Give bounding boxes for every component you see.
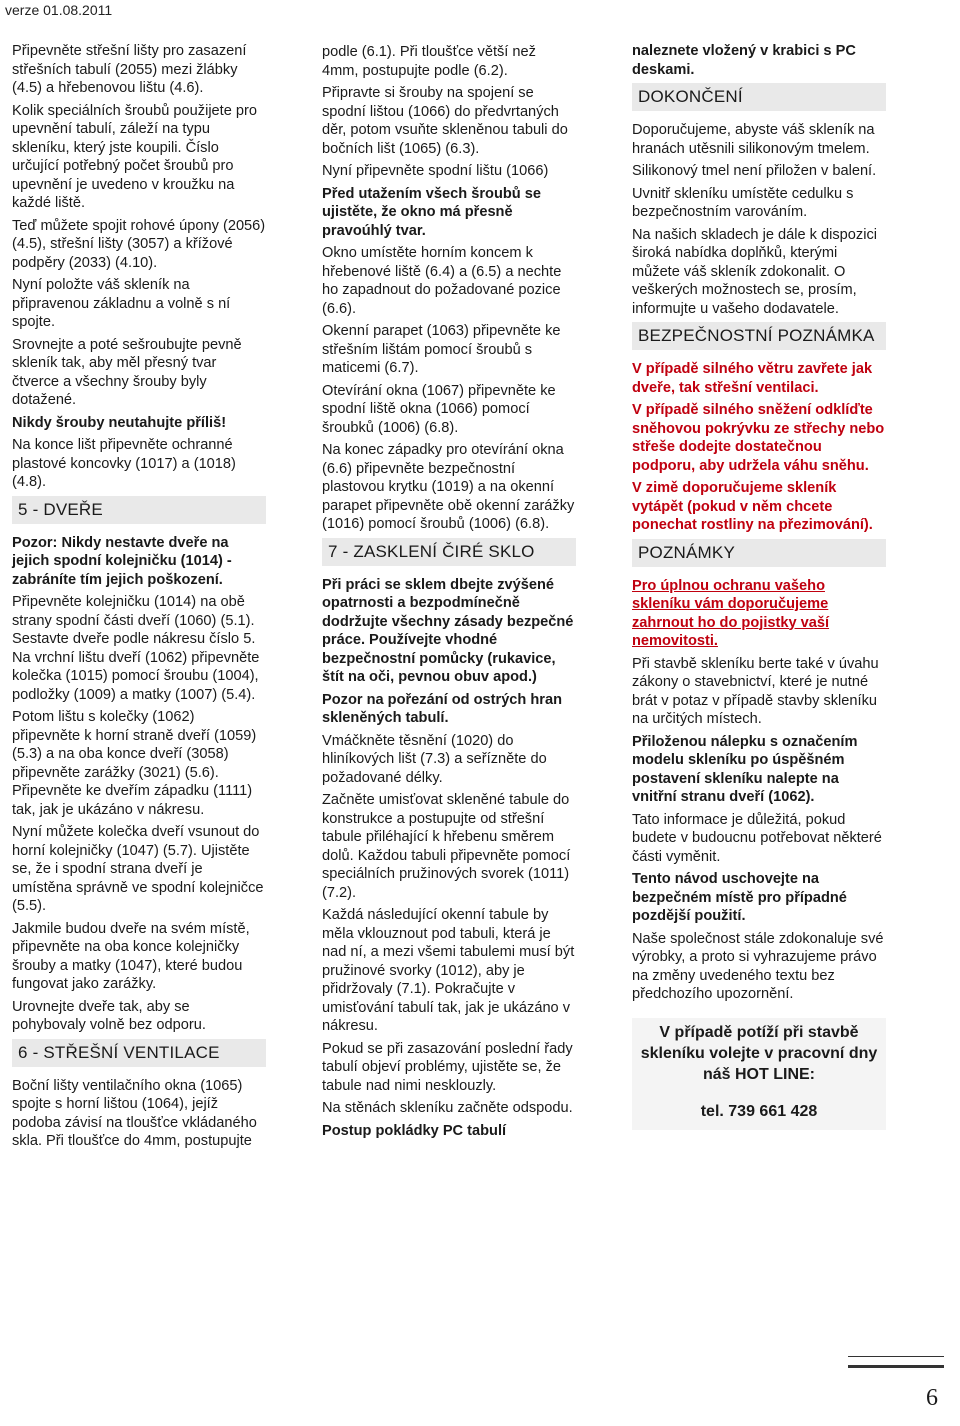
paragraph: Okenní parapet (1063) připevněte ke střešním lištám pomocí šroubů s maticemi (6.7). — [322, 323, 561, 376]
hotline-phone: tel. 739 661 428 — [700, 1102, 818, 1120]
paragraph: Tato informace je důležitá, pokud budete v budoucnu potřebovat některé části vyměnit. — [632, 811, 882, 865]
paragraph: Na konec západky pro otevírání okna (6.6) připevněte bezpečnostní plastovou krytku (1019) a na okenní parapet připevněte obě okenní zarážky (1016) pomocí šroubů (1006) (6.8). — [322, 442, 575, 532]
paragraph: Potom lištu s kolečky (1062) připevněte k horní straně dveří (1059) (5.3) a na oba konce dveří (3058) připevněte zarážky (3021) (5.6). Připevněte ke dveřím západku (1111) tak, jak je ukázáno v nákresu. — [12, 709, 257, 818]
warning-paragraph: V zimě doporučujeme skleník vytápět (pokud v něm chcete ponechat rostliny na přezimování). — [632, 480, 873, 533]
paragraph: Uvnitř skleníku umístěte cedulku s bezpečnostním varováním. — [632, 185, 854, 220]
version-label: verze 01.08.2011 — [5, 2, 113, 18]
warning-paragraph: V případě silného větru zavřete jak dveře, tak střešní ventilaci. — [632, 361, 873, 396]
paragraph: Přiloženou nálepku s označením modelu skleníku po úspěšném postavení skleníku nalepte na vnitřní stranu dveří (1062). — [632, 733, 858, 805]
paragraph: Tento návod uschovejte na bezpečném místě pro případné pozdější použití. — [632, 871, 847, 924]
page-number: 6 — [926, 1385, 938, 1411]
paragraph: Začněte umisťovat skleněné tabule do konstrukce a postupujte od střešní tabule přiléhající k hřebenu směrem dolů. Každou tabuli připevněte pomocí speciálních pružinových svorek (1011) (7.2). — [322, 792, 571, 901]
paragraph: Při stavbě skleníku berte také v úvahu zákony o stavebnictví, které je nutné brát v potaz v případě stavby skleníku na určitých místech. — [632, 655, 879, 727]
paragraph: Nyní položte váš skleník na připravenou základnu a volně s ní spojte. — [12, 277, 231, 330]
paragraph: Otevírání okna (1067) připevněte ke spodní liště okna (1066) pomocí šroubků (1006) (6.8). — [322, 382, 556, 436]
paragraph: Pozor na pořezání od ostrých hran skleněných tabulí. — [322, 691, 563, 726]
paragraph: Boční lišty ventilačního okna (1065) spojte s horní lištou (1064), jejíž podoba závisí na tloušťce vkládaného skla. Při tloušťce do 4mm, postupujte — [12, 1077, 257, 1149]
paragraph: Pokud se při zasazování poslední řady tabulí objeví problémy, ujistěte se, že tabule nad nimi nesklouzly. — [322, 1040, 573, 1094]
paragraph: Před utažením všech šroubů se ujistěte, že okno má přesně pravoúhlý tvar. — [322, 185, 541, 239]
column-3-body — [632, 42, 886, 1004]
paragraph: podle (6.1). Při tloušťce větší než 4mm, postupujte podle (6.2). — [322, 44, 536, 79]
hotline-text: V případě potíží při stavbě skleníku volejte v pracovní dny náš HOT LINE: — [640, 1023, 878, 1083]
paragraph: Při práci se sklem dbejte zvýšené opatrnosti a bezpodmínečně dodržujte všechny zásady bezpečné práce. Používejte vhodné bezpečnostní pomůcky (rukavice, štít na oči, pevnou obuv apod.) — [322, 576, 574, 685]
paragraph: Okno umístěte horním koncem k hřebenové liště (6.4) a (6.5) a nechte ho zapadnout do požadované pozice (6.6). — [322, 245, 562, 317]
paragraph: Postup pokládky PC tabulí — [322, 1122, 507, 1139]
hotline-notice — [632, 1018, 886, 1130]
section-heading: BEZPEČNOSTNÍ POZNÁMKA — [632, 322, 886, 350]
section-heading: DOKONČENÍ — [632, 83, 886, 111]
paragraph: Na konce lišt připevněte ochranné plastové koncovky (1017) a (1018) (4.8). — [12, 437, 236, 490]
paragraph: Připevněte kolejničku (1014) na obě strany spodní části dveří (1060) (5.1). Sestavte dveře podle nákresu číslo 5. Na vrchní lištu dveří (1062) připevněte kolečka (1015) pomocí šroubu (1004), podložky (1009) a matky (1007) (5.4). — [12, 594, 260, 703]
column-2 — [322, 43, 576, 1144]
column-3 — [632, 42, 886, 1130]
paragraph: Pozor: Nikdy nestavte dveře na jejich spodní kolejničku (1014) - zabráníte tím jejich poškození. — [12, 534, 232, 588]
paragraph: Nyní můžete kolečka dveří vsunout do horní kolejničky (1047) (5.7). Ujistěte se, že i spodní strana dveří je umístěna správně ve spodní kolejničce (5.5). — [12, 824, 264, 914]
column-1 — [12, 42, 266, 1155]
section-heading: 6 - STŘEŠNÍ VENTILACE — [12, 1039, 266, 1067]
paragraph: Kolik speciálních šroubů použijete pro upevnění tabulí, záleží na typu skleníku, který jste koupili. Číslo určující potřebný počet šroubů pro upevnění je uvedeno v kroužku na každé liště. — [12, 102, 257, 211]
warning-paragraph: Pro úplnou ochranu vašeho skleníku vám doporučujeme zahrnout ho do pojistky vaší nemovitosti. — [632, 577, 830, 649]
section-heading: POZNÁMKY — [632, 539, 886, 567]
paragraph: Teď můžete spojit rohové úpony (2056) (4.5), střešní lišty (3057) a křížové podpěry (2033) (4.10). — [12, 217, 266, 271]
paragraph: Na našich skladech je dále k dispozici široká nabídka doplňků, kterými můžete váš skleník zdokonalit. O veškerých možnostech se, prosím, informujte u vašeho dodavatele. — [632, 226, 877, 317]
paragraph: Na stěnách skleníku začněte odspodu. — [322, 1100, 573, 1116]
section-heading: 5 - DVEŘE — [12, 496, 266, 524]
paragraph: Urovnejte dveře tak, aby se pohybovaly volně bez odporu. — [12, 998, 206, 1033]
paragraph: Nikdy šrouby neutahujte příliš! — [12, 414, 227, 431]
paragraph: Jakmile budou dveře na svém místě, připevněte na oba konce kolejničky šrouby a matky (1047), které budou fungovat jako zarážky. — [12, 920, 250, 992]
paragraph: Každá následující okenní tabule by měla vklouznout pod tabuli, která je nad ní, a mezi všemi tabulemi musí být pružinové svorky (1012), aby je přidržovaly (7.1). Pokračujte v umisťování tabulí tak, jak je ukázáno v nákresu. — [322, 907, 575, 1034]
paragraph: Vmáčkněte těsnění (1020) do hliníkových lišt (7.3) a seřízněte do požadované délky. — [322, 732, 547, 786]
warning-paragraph: V případě silného sněžení odklíďte sněhovou pokrývku ze střechy nebo střeše dodejte dostatečnou podporu, aby udržela váhu sněhu. — [632, 402, 885, 474]
paragraph: Srovnejte a poté sešroubujte pevně skleník tak, aby měl přesný tvar čtverce a všechny šrouby byly dotažené. — [12, 336, 242, 408]
paragraph: Nyní připevněte spodní lištu (1066) — [322, 163, 549, 179]
section-heading: 7 - ZASKLENÍ ČIRÉ SKLO — [322, 538, 576, 566]
paragraph: Naše společnost stále zdokonaluje své výrobky, a proto si vyhrazujeme právo na změny uvedeného textu bez předchozího upozornění. — [632, 930, 884, 1002]
footer-rule — [848, 1356, 944, 1368]
paragraph: Silikonový tmel není přiložen v balení. — [632, 163, 877, 179]
paragraph: Připravte si šrouby na spojení se spodní lištou (1066) do předvrtaných děr, potom vsuňte skleněnou tabuli do bočních lišt (1065) (6.3). — [322, 85, 568, 157]
paragraph: naleznete vložený v krabici s PC deskami. — [632, 43, 856, 78]
paragraph: Doporučujeme, abyste váš skleník na hranách utěsnili silikonovým tmelem. — [632, 122, 875, 157]
paragraph: Připevněte střešní lišty pro zasazení střešních tabulí (2055) mezi žlábky (4.5) a hřebenovou lištu (4.6). — [12, 43, 247, 96]
